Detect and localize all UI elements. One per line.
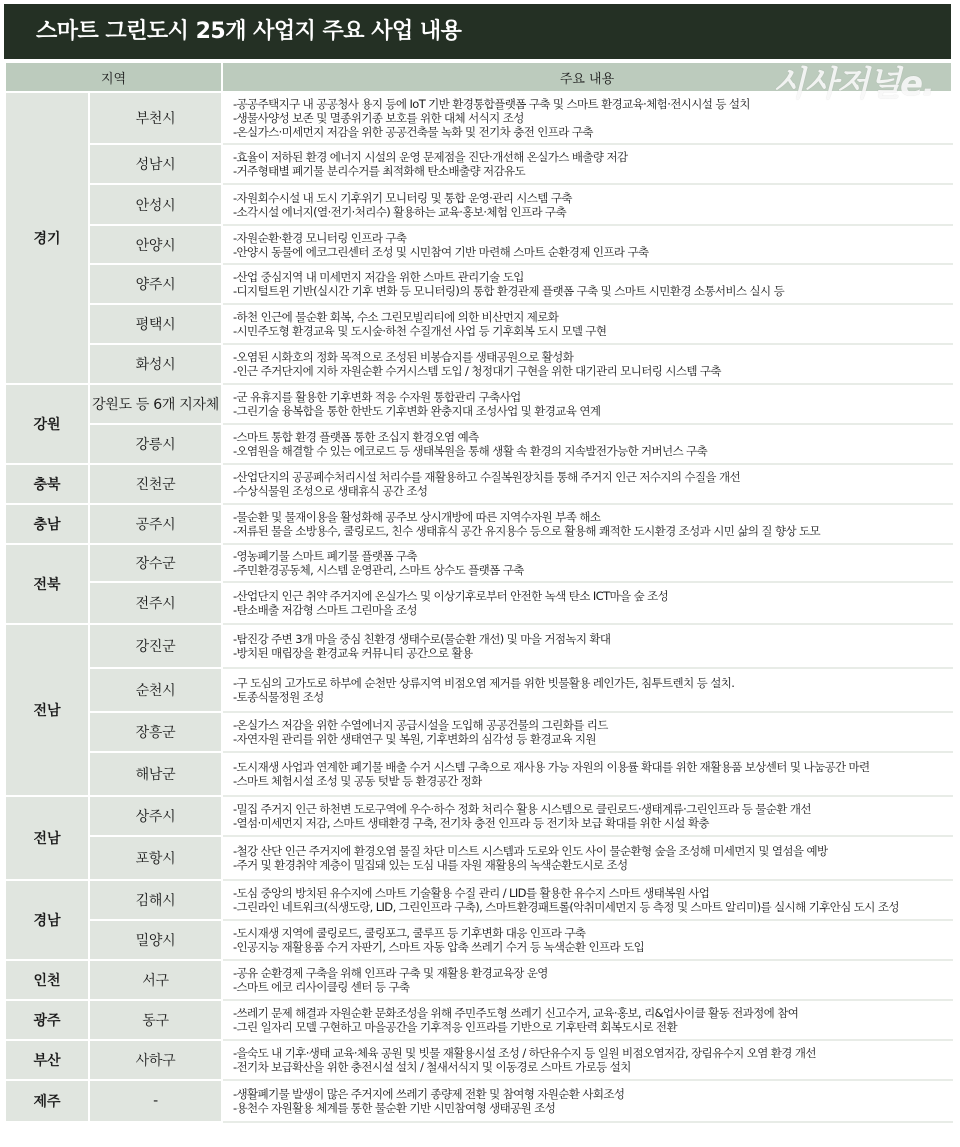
region-cell: 충북 bbox=[5, 464, 89, 504]
content-line: -그린라인 네트워크(식생도랑, LID, 그린인프라 구축), 스마트환경패트롤(악취미세먼지 등 측정 및 스마트 알리미)를 실시해 기후안심 도시 조성 bbox=[233, 900, 899, 914]
content-cell bbox=[222, 796, 952, 836]
content-cell bbox=[222, 344, 952, 384]
content-cell bbox=[222, 836, 952, 880]
content-cell bbox=[222, 668, 952, 712]
content-line: -군 유휴지를 활용한 기후변화 적응 수자원 통합관리 구축사업 bbox=[233, 390, 521, 404]
region-cell: 전북 bbox=[5, 544, 89, 624]
content-line: -쓰레기 문제 해결과 자원순환 문화조성을 위해 주민주도형 쓰레기 신고수거, 교육·홍보, 리&업사이클 활동 전과정에 참여 bbox=[233, 1006, 799, 1020]
city-cell: 강진군 bbox=[89, 624, 222, 668]
content-cell bbox=[222, 582, 952, 624]
city-cell: 포항시 bbox=[89, 836, 222, 880]
content-line: -오염된 시화호의 정화 목적으로 조성된 비봉습지를 생태공원으로 활성화 bbox=[233, 350, 574, 364]
city-cell: 김해시 bbox=[89, 880, 222, 920]
content-line: -철강 산단 인근 주거지에 환경오염 물질 차단 미스트 시스템과 도로와 인도 사이 물순환형 숲을 조성해 미세먼지 및 열섬을 예방 bbox=[233, 844, 828, 858]
content-line: -자연자원 관리를 위한 생태연구 및 복원, 기후변화의 심각성 등 환경교육 지원 bbox=[233, 732, 596, 746]
content-cell bbox=[222, 184, 952, 225]
content-cell bbox=[222, 424, 952, 464]
header-region: 지역 bbox=[5, 62, 222, 92]
content-line: -그린 일자리 모델 구현하고 마을공간을 기후적응 인프라를 기반으로 기후탄력 회복도시로 전환 bbox=[233, 1020, 677, 1034]
table-row bbox=[5, 1040, 952, 1080]
table-row bbox=[5, 624, 952, 668]
table-row bbox=[5, 264, 952, 304]
region-cell: 충남 bbox=[5, 504, 89, 544]
table-row bbox=[5, 464, 952, 504]
content-line: -영농폐기물 스마트 폐기물 플랫폼 구축 bbox=[233, 549, 417, 563]
content-cell bbox=[222, 1080, 952, 1122]
content-line: -인공지능 재활용품 수거 자판기, 스마트 자동 압축 쓰레기 수거 등 녹색순환 인프라 도입 bbox=[233, 940, 645, 954]
table-body bbox=[5, 92, 952, 1122]
region-cell: 경기 bbox=[5, 92, 89, 384]
table-row bbox=[5, 960, 952, 1000]
city-cell: 순천시 bbox=[89, 668, 222, 712]
content-line: -전기차 보급확산을 위한 충전시설 설치 / 철새서식지 및 이동경로 스마트 가로등 설치 bbox=[233, 1060, 631, 1074]
content-cell bbox=[222, 504, 952, 544]
content-cell bbox=[222, 304, 952, 344]
city-cell: 강릉시 bbox=[89, 424, 222, 464]
city-cell: 부천시 bbox=[89, 92, 222, 144]
content-line: -주민환경공동체, 시스템 운영관리, 스마트 상수도 플랫폼 구축 bbox=[233, 563, 524, 577]
table-header-row bbox=[5, 62, 952, 92]
content-line: -토종식물정원 조성 bbox=[233, 690, 324, 704]
city-cell: 장흥군 bbox=[89, 712, 222, 752]
table-row bbox=[5, 225, 952, 264]
content-cell bbox=[222, 880, 952, 920]
content-cell bbox=[222, 264, 952, 304]
content-line: -자원회수시설 내 도시 기후위기 모니터링 및 통합 운영·관리 시스템 구축 bbox=[233, 190, 572, 205]
content-line: -탐진강 주변 3개 마을 중심 친환경 생태수로(물순환 개선) 및 마을 거점녹지 확대 bbox=[233, 632, 611, 646]
content-line: -주거 및 환경취약 계층이 밀집돼 있는 도심 내를 자원 재활용의 녹색순환도시로 조성 bbox=[233, 858, 628, 872]
table-row bbox=[5, 796, 952, 836]
content-line: -밀집 주거지 인근 하천변 도로구역에 우수·하수 정화 처리수 활용 시스템으로 클린로드·생태계류·그린인프라 등 물순환 개선 bbox=[233, 802, 811, 816]
city-cell: 서구 bbox=[89, 960, 222, 1000]
city-cell: 안성시 bbox=[89, 184, 222, 225]
region-cell: 전남 bbox=[5, 796, 89, 880]
content-cell bbox=[222, 624, 952, 668]
city-cell: 화성시 bbox=[89, 344, 222, 384]
content-line: -탄소배출 저감형 스마트 그린마을 조성 bbox=[233, 603, 417, 617]
content-line: -시민주도형 환경교육 및 도시숲·하천 수질개선 사업 등 기후회복 도시 모델 구현 bbox=[233, 324, 607, 338]
table-row bbox=[5, 92, 952, 144]
table-row bbox=[5, 304, 952, 344]
region-cell: 인천 bbox=[5, 960, 89, 1000]
content-cell bbox=[222, 92, 952, 144]
content-line: -구 도심의 고가도로 하부에 순천만 상류지역 비점오염 제거를 위한 빗물활용 레인가든, 침투트렌치 등 설치. bbox=[233, 676, 735, 690]
content-cell bbox=[222, 712, 952, 752]
content-line: -그린기술 융복합을 통한 한반도 기후변화 완충지대 조성사업 및 환경교육 연계 bbox=[233, 404, 601, 418]
content-line: -안양시 동물에 에코그린센터 조성 및 시민참여 기반 마련해 스마트 순환경제 인프라 구축 bbox=[233, 244, 649, 259]
table-row bbox=[5, 1000, 952, 1040]
city-cell: 상주시 bbox=[89, 796, 222, 836]
content-line: -디지털트윈 기반(실시간 기후 변화 등 모니터링)의 통합 환경관제 플랫폼 구축 및 스마트 시민환경 소통서비스 실시 등 bbox=[233, 284, 785, 298]
table-row bbox=[5, 184, 952, 225]
content-line: -하천 인근에 물순환 회복, 수소 그린모빌리티에 의한 비산먼지 제로화 bbox=[233, 310, 559, 324]
content-line: -방치된 매립장을 환경교육 커뮤니티 공간으로 활용 bbox=[233, 646, 473, 660]
city-cell: 전주시 bbox=[89, 582, 222, 624]
region-cell: 경남 bbox=[5, 880, 89, 960]
page-title: 스마트 그린도시 25개 사업지 주요 사업 내용 bbox=[4, 4, 951, 59]
projects-table bbox=[4, 61, 953, 1123]
city-cell: 사하구 bbox=[89, 1040, 222, 1080]
region-cell: 광주 bbox=[5, 1000, 89, 1040]
content-cell bbox=[222, 544, 952, 582]
city-cell: - bbox=[89, 1080, 222, 1122]
content-line: -공유 순환경제 구축을 위해 인프라 구축 및 재활용 환경교육장 운영 bbox=[233, 966, 548, 980]
content-line: -온실가스 저감을 위한 수열에너지 공급시설을 도입해 공공건물의 그린화를 리드 bbox=[233, 718, 608, 732]
content-cell bbox=[222, 384, 952, 424]
content-line: -생물사양성 보존 및 멸종위기종 보호를 위한 대체 서식지 조성 bbox=[233, 111, 524, 125]
content-cell bbox=[222, 144, 952, 184]
city-cell: 안양시 bbox=[89, 225, 222, 264]
city-cell: 밀양시 bbox=[89, 920, 222, 960]
content-line: -저류된 물을 소방용수, 쿨링로드, 친수 생태휴식 공간 유지용수 등으로 활용해 쾌적한 도시환경 조성과 시민 삶의 질 향상 도모 bbox=[233, 524, 821, 538]
content-line: -생활폐기물 발생이 많은 주거지에 쓰레기 종량제 전환 및 참여형 자원순환 사회조성 bbox=[233, 1087, 625, 1101]
content-line: -수상식물원 조성으로 생태휴식 공간 조성 bbox=[233, 484, 428, 498]
content-line: -산업단지의 공공폐수처리시설 처리수를 재활용하고 수질복원장치를 통해 주거지 인근 저수지의 수질을 개선 bbox=[233, 470, 741, 484]
watermark-logo: 시사저널e. bbox=[772, 64, 934, 104]
table-row bbox=[5, 582, 952, 624]
table-row bbox=[5, 344, 952, 384]
table-row bbox=[5, 1080, 952, 1122]
table-row bbox=[5, 424, 952, 464]
region-cell: 부산 bbox=[5, 1040, 89, 1080]
region-cell: 강원 bbox=[5, 384, 89, 464]
content-line: -열섬·미세먼지 저감, 스마트 생태환경 구축, 전기차 충전 인프라 등 전기차 보급 확대를 위한 시설 확충 bbox=[233, 816, 709, 830]
table-row bbox=[5, 144, 952, 184]
content-cell bbox=[222, 752, 952, 796]
table-row bbox=[5, 544, 952, 582]
city-cell: 동구 bbox=[89, 1000, 222, 1040]
content-cell bbox=[222, 1000, 952, 1040]
city-cell: 평택시 bbox=[89, 304, 222, 344]
content-cell bbox=[222, 1040, 952, 1080]
content-line: -소각시설 에너지(열·전기·처리수) 활용하는 교육·홍보·체험 인프라 구축 bbox=[233, 204, 567, 219]
content-line: -스마트 통합 환경 플랫폼 통한 조십지 환경오염 예측 bbox=[233, 430, 479, 444]
table-row bbox=[5, 880, 952, 920]
content-line: -자원순환·환경 모니터링 인프라 구축 bbox=[233, 230, 407, 245]
content-cell bbox=[222, 960, 952, 1000]
content-cell bbox=[222, 225, 952, 264]
content-line: -산업단지 인근 취약 주거지에 온실가스 및 이상기후로부터 안전한 녹색 탄소 ICT마을 숲 조성 bbox=[233, 589, 669, 603]
content-cell bbox=[222, 920, 952, 960]
city-cell: 성남시 bbox=[89, 144, 222, 184]
content-line: -인근 주거단지에 지하 자원순환 수거시스템 도입 / 청정대기 구현을 위한 대기관리 모니터링 시스템 구축 bbox=[233, 364, 721, 378]
content-line: -도시재생 지역에 쿨링로드, 쿨링포그, 쿨루프 등 기후변화 대응 인프라 구축 bbox=[233, 926, 586, 940]
content-line: -온실가스·미세먼지 저감을 위한 공공건축물 녹화 및 전기차 충전 인프라 구축 bbox=[233, 125, 593, 139]
city-cell: 강원도 등 6개 지자체 bbox=[89, 384, 222, 424]
table-row bbox=[5, 836, 952, 880]
content-line: -산업 중심지역 내 미세먼지 저감을 위한 스마트 관리기술 도입 bbox=[233, 270, 524, 284]
region-cell: 제주 bbox=[5, 1080, 89, 1122]
table-row bbox=[5, 752, 952, 796]
content-line: -거주형태별 폐기물 분리수거를 최적화해 탄소배출량 저감유도 bbox=[233, 164, 526, 178]
table-row bbox=[5, 384, 952, 424]
content-line: -효율이 저하된 환경 에너지 시설의 운영 문제점을 진단·개선해 온실가스 배출량 저감 bbox=[233, 150, 628, 164]
table-row bbox=[5, 504, 952, 544]
city-cell: 장수군 bbox=[89, 544, 222, 582]
content-cell bbox=[222, 464, 952, 504]
content-line: -용천수 자원활용 체계를 통한 물순환 기반 시민참여형 생태공원 조성 bbox=[233, 1101, 556, 1115]
header-content: 주요 내용 bbox=[222, 62, 952, 92]
region-cell: 전남 bbox=[5, 624, 89, 796]
city-cell: 공주시 bbox=[89, 504, 222, 544]
content-line: -스마트 체험시설 조성 및 공동 텃밭 등 환경공간 정화 bbox=[233, 774, 482, 788]
content-line: -오염원을 해결할 수 있는 에코로드 등 생태복원을 통해 생활 속 환경의 지속발전가능한 거버넌스 구축 bbox=[233, 444, 708, 458]
table-row bbox=[5, 920, 952, 960]
table-row bbox=[5, 712, 952, 752]
content-line: -도심 중앙의 방치된 유수지에 스마트 기술활용 수질 관리 / LID를 활용한 유수지 스마트 생태복원 사업 bbox=[233, 886, 710, 900]
table-row bbox=[5, 668, 952, 712]
content-line: -스마트 에코 리사이클링 센터 등 구축 bbox=[233, 980, 410, 994]
city-cell: 양주시 bbox=[89, 264, 222, 304]
content-line: -도시재생 사업과 연계한 폐기물 배출 수거 시스템 구축으로 재사용 가능 자원의 이용률 확대를 위한 재활용품 보상센터 및 나눔공간 마련 bbox=[233, 760, 870, 774]
content-line: -물순환 및 물재이용을 활성화해 공주보 상시개방에 따른 지역수자원 부족 해소 bbox=[233, 510, 601, 524]
city-cell: 진천군 bbox=[89, 464, 222, 504]
content-line: -공공주택지구 내 공공청사 용지 등에 IoT 기반 환경통합플랫폼 구축 및 스마트 환경교육·체험·전시시설 등 설치 bbox=[233, 97, 750, 111]
city-cell: 해남군 bbox=[89, 752, 222, 796]
content-line: -을숙도 내 기후·생태 교육·체육 공원 및 빗물 재활용시설 조성 / 하단유수지 등 일원 비점오염저감, 장림유수지 오염 환경 개선 bbox=[233, 1046, 816, 1060]
